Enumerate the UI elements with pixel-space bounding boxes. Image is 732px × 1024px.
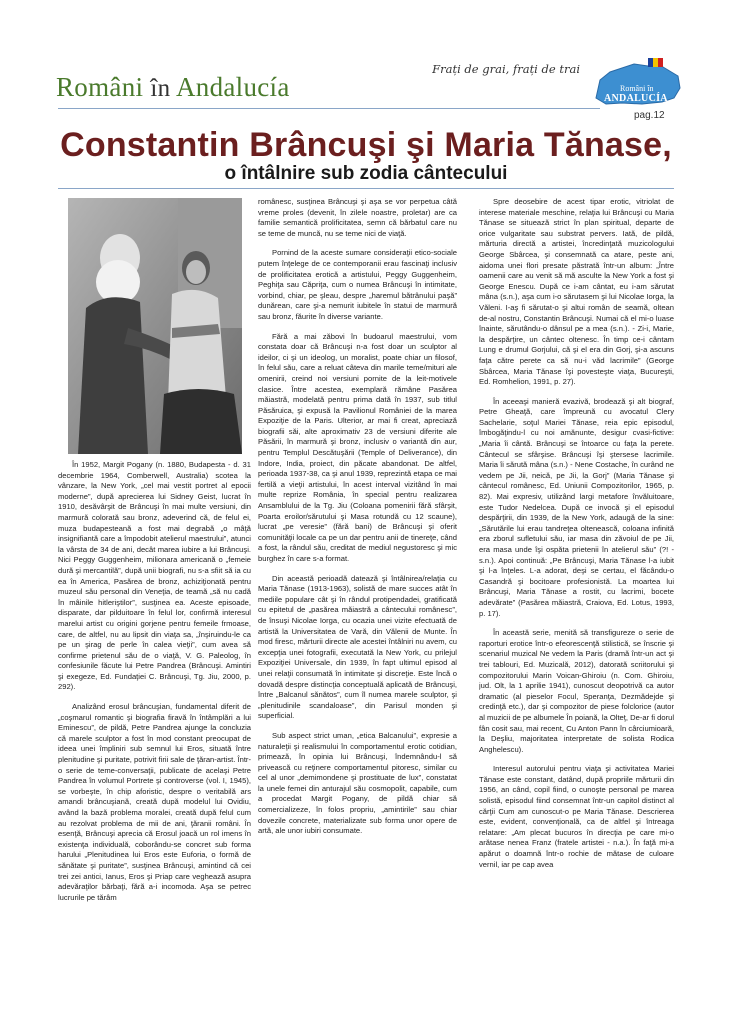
logo-romani: Români [56,72,144,102]
header-divider [58,108,600,109]
paragraph: Din această perioadă datează şi întâlnirea/relaţia cu Maria Tănase (1913-1963), solistă de mare succes atât în mediile populare cât şi în rândul protipendadei, gratificată cu epitetul de „pasărea măiastră a cântecului românesc”, de însuşi Nicolae Iorga, cu ocazia unei vizite efectuată de artistă la Universitatea de Vară, din Vălenii de Munte. În mod firesc, mărturii directe ale acestei întâlniri nu avem, cu excepţia unei fotografii, executată la New York, cu prilejul Expoziţiei Universale, din 1939, în fapt ultimul episod al unei relaţii consumată în intimitate şi discreţie. Este încă o dovadă despre distincţia conceptuală aplicată de Brâncuşi, între „Balcanul sănătos”, cum îl numea marele sculptor, şi „plenitudinile scandaloase”, din Parisul monden şi superficial. [258,573,457,721]
photo-image [68,198,242,454]
page-number: pag.12 [634,110,665,121]
article-column-3 [479,197,674,1015]
article-title: Constantin Brâncuşi şi Maria Tănase, [60,126,672,164]
brancusi-tanase-photo [68,198,242,454]
paragraph: Analizând erosul brâncuşian, fundamental diferit de „coşmarul romantic şi biografia firavă în întâmplări a lui Eminescu”, de pildă, Petre Pandrea ajunge la concluzia că marele sculptor a fost în mod constant preocupat de ideea unei împliniri sub semnul lui Eros, situată între plenitudine şi puritate, potrivit firii sale de ţăran-artist. Într-o serie de teme-conversaţii, publicate de acelaşi Petre Pandrea în volumul Portrete şi controverse (vol. I, 1945), se vorbeşte, în chip aforistic, despre o veritabilă ars amandi brâncuşiană, creată după modelul lui Ovidiu, având la bază problema moralei, creată după felul cum au rezolvat problema de mii de ani, ţăranii români. În esenţă, Brâncuşi aprecia că Erosul joacă un rol imens în existenţa individuală, coborându-se concret sub forma harului „Plenitudinea lui Eros este Euforia, o formă de sănătate şi puritate”, susţinea Brâncuşi, amintind că cei trei zei antici, Ianus, Eros şi Priap care veghează asupra adevăraţilor bărbaţi, fără a-i incomoda. Aşa se petrec lucrurile pe tărâm [58,702,251,902]
paragraph: Sub aspect strict uman, „etica Balcanului”, expresie a naturaleţii şi realismului în comportamentul erotic cotidian, primează, în opinia lui Brâncuşi, îndemnându-l să privească cu reţinere comportamentul pitoresc, similar cu cel al unor „demimondene şi prostituate de lux”, constatat la unele femei din anturajul său cosmopolit, capabile, cum a procedat Margit Pogany, de pildă chiar să comercializeze, în folos propriu, „amintirile” sau chiar dovezile concrete, materializate sub forma unor opere de artă, ale unor iubiri consumate. [258,730,457,836]
article-column-1 [58,460,251,1015]
logo-andalucia: Andalucía [175,72,290,102]
paragraph: Spre deosebire de acest tipar erotic, vitriolat de interese materiale meschine, relaţia lui Brâncuşi cu Maria Tănase se situează strict în plan spiritual, departe de orice vulgaritate sau substrat pervers. Iată, de pildă, mărturia directă a artistei, încredinţată muzicologului George Sbârcea, şi consemnată ca atare, peste ani, aidoma unei flori presate păstrată într-un album: „Între oamenii care au venit să mă asculte la New York a fost şi George Enescu. După ce i-am cântat, eu i-am sărutat mâna (s.n.), aşa cum i-o sărutasem şi lui Nicolae Iorga, la Văleni. I-aş fi sărutat-o şi altui român de seamă, oltean de-al nostru, Constantin Brâncuşi. Numai că el mi-o luase înainte, sărutându-o dânsul pe a mea (s.n.). - Zi-i, Marie, la despărţire, un cântec oltenesc. În timp ce-i cântam Lung e drumul Gorjului, că şi el era din Gorj, şi-a ascuns faţa către perete ca să nu-i văd lacrimile” (George Sbârcea, Maria Tănase îşi povesteşte viaţa, Bucureşti, Ed. Romhelion, 1991, p. 27). [479,197,674,387]
article-column-2 [258,197,457,1015]
badge-line2: ANDALUCÍA [604,93,668,104]
paragraph: românesc, susţinea Brâncuşi şi aşa se vor perpetua câtă vreme proles (devenit, în zilele noastre, proletar) are ca familie semantică prolificitatea, semn că bărbatul care nu se teme de muncă, nu se teme nici de viaţă. [258,197,457,238]
badge-line1: Români în [620,84,654,93]
paragraph: Fără a mai zăbovi în budoarul maestrului, vom constata doar că Brâncuşi n-a fost doar un sculptor al ideilor, ci şi un ideolog, un moralist, poate chiar un filosof, în felul său, care a reluat câteva din marile teme/mituri ale omenirii, creind noi versiuni pornite de la leit-motivele clasice. Între acestea, exemplară rămâne Pasărea măiastră, modelată pentru prima dată în 1937, sub titlul Păsăruica, şi expusă la Pavilionul României de la marea Expoziţie de la Paris. Ulterior, ar mai fi creat, apreciază biografii săi, alte aproximativ 23 de versiuni diferite ale Păsării, în marmură şi bronz, inclusiv o variantă din aur, pentru Templul Descătuşării (Temple of Deliverance), din Indore, India, proiect, din păcate abandonat. De altfel, perioada 1937-38, ca şi anul 1939, reprezintă etapa ce mai fertilă a vieţii artistului, în acest interval vizitând în mai multe reprize România, în special pentru realizarea Ansamblului de la Tg. Jiu (Coloana pomenirii fără sfârşit, Poarta eroilor/sărutului şi Masa rotundă cu 12 scaune), lucrat „pe veresie” (fără bani) de Brâncuşi şi oferit comunităţii locale ca pe un dar pentru anii de tinereţe, când a fost, la rândul său, creditat de mediul negustoresc şi mic burghez în care s-a format. [258,331,457,563]
logo-in: în [150,75,171,102]
paragraph: Pornind de la aceste sumare consideraţii etico-sociale putem înţelege de ce contemporanii erau fascinaţi inclusiv de prolificitatea erotică a artistului, Peggy Guggenheim, Peghiţa sau Căpriţa, cum o numea Brâncuşi în intimitate, vorbind, chiar, pe şleau, despre „haremul bătrânului paşă” dunărean, care şi-a nemurit iubitele în statui de marmură sau bronz, făurite în diverse variante. [258,248,457,321]
paragraph: În 1952, Margit Pogany (n. 1880, Budapesta - d. 31 decembrie 1964, Comberwell, Australia) scotea la vânzare, la New York, „cel mai vestit portret al epocii moderne”, după aprecierea lui Sidney Geist, lucrat în 1910, desăvârşit de Brâncuşi în mai multe versiuni, din marmură colorată sau bronz, adeverind că, de felul ei, muza budapesteană a fost mai degrabă „o mâţă insignifiantă care a împodobit atelierul maestrului”, atunci la vârsta de 34 de ani, decât marea iubire a lui Brâncuşi. Nici Peggy Guggenheim, milionara americană o „femeie dură şi mercantilă”, după unii biografi, nu s-a sfiit să ia cu ea în America, Pasărea de bronz, achiziţionată pentru muzeul său personal din Veneţia, de teamă „să nu cadă în mâinile hitleriştilor”, susţinea ea. Aceste episoade, disparate, dar pilduitoare în felul lor, confirmă interesul marelui artist cu origini gorjene pentru femeile frmoase, care, de altfel, nu au lipsit din viaţa sa, „înşiruindu-le ca pe un şirag de perle în calea vieţii”, cum avea să confirme prietenul său de o viaţă, V. G. Paleolog, în confesiunile făcute lui Petre Pandrea (Brâncuşi. Amintiri şi exegeze, Ed. Fundaţiei C. Brâncuşi, Tg. Jiu, 2000, p. 292). [58,460,251,692]
title-divider [58,188,674,189]
article-subtitle: o întâlnire sub zodia cântecului [224,163,508,184]
paragraph: Interesul autorului pentru viaţa şi activitatea Mariei Tănase este constant, datând, după propriile mărturii din 1956, an când, copil fiind, o cunoşte personal pe marea solistă, episodul fiind consemnat într-un capitol distinct al cărţii Cum am cunoscut-o pe Maria Tănase. Descrierea este, evident, convenţională, ca de altfel şi întreaga relatare: „Am plecat bucuros în direcţia pe care mi-o arătase nenea Franz (fratele artistei - n.a.). În faţă mi-a apărut o doamnă într-o rochie de mătase de culoare vernil, iar pe cap avea [479,764,674,869]
paragraph: În aceeaşi manieră evazivă, brodează şi alt biograf, Petre Gheaţă, care împreună cu avocatul Clery Sachelarie, soţul Mariei Tănase, reia epic episodul, îmbogăţindu-l cu noi amănunte, desigur cvasi-fictive: „Maria îi cântă. Brâncuşi se întoarce cu faţa la perete. Cântecul se sfârşise. Brâncuşi îşi ştersese lacrimile. Maria îi sărută mâna (s.n.) - Nene Costache, în curând ne vedem pe Jii, neică, pe Jii, la Gorj” (Maria Tănase şi cântecul românesc, Ed. Uniunii Compozitorilor, 1965, p. 82). Mai expresiv, utilizând largi metafore învăluitoare, este Tudor Nedelcea. După ce invocă şi el episodul despărţirii, din 1939, de la New York, adaugă de la sine: „Sărutările lui erau tandreţea oltenească, coloana infinită era zborul sufletului său, iar masa din zăvoiul de pe Jii, era masa unde îşi ospăta prietenii în atelierul său” (?! -s.n.). Apoi continuă: „Pe Brâncuşi, Maria Tănase l-a iubit şi l-a înţeles. L-a adorat, deşi se certau, el făcându-o Casandră şi bocitoare profesionistă. La moartea lui Brâncuşi, Maria Tănase a rostit, cu lacrimi, bocete adevărate” (Pasărea măiastră, Craiova, Ed. Lotus, 1993, p. 17). [479,396,674,618]
publication-logo [56,72,290,103]
tagline: Frați de grai, frați de trai [432,62,580,76]
page-header [0,0,732,125]
paragraph: În această serie, menită să transfigureze o serie de raporturi erotice într-o efeorescenţă stilistică, se înscrie şi scenariul muzical Ne vedem la Paris (dramă într-un act şi trei tablouri, Ed. Muzicală, 2012), datorată scriitorului şi compozitorului Marin Voican-Ghiroiu (n. Com. Ghiroiu, jud. Olt, la 1 aprilie 1941), cunoscut deopotrivă ca autor dramatic (al pieselor Focul, Speranţa, Dezmădejde şi credinţă etc.), dar şi compozitor de piese folclorice (autor al muzicii de pe albumele În poiană, la Olteţ, De-ar fi dorul fân cosit sau, mai recent, Cu Anton Pann în cârciumioară, la Deşliu, majoritatea interpretate de solista Rodica Anghelescu). [479,628,674,754]
